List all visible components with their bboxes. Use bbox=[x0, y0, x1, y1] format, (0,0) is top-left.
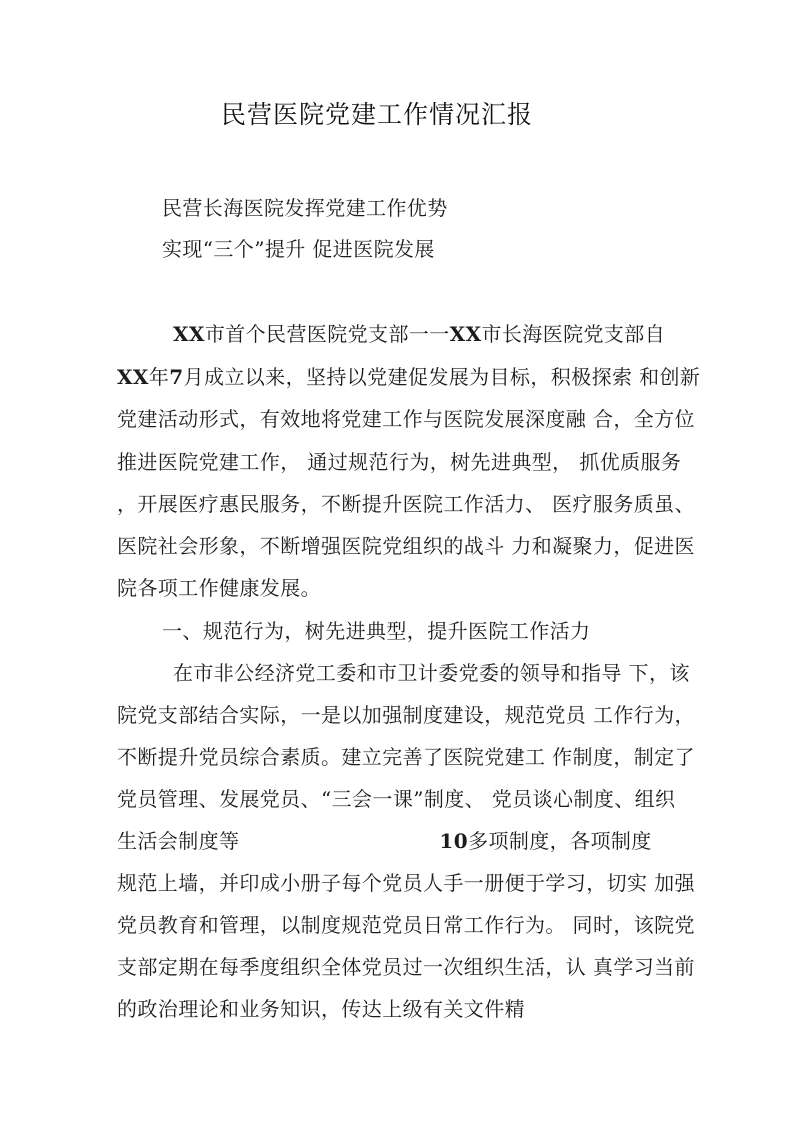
intro-month-number: 7 bbox=[169, 365, 184, 389]
section-1-text: 多项制度，各项制度 bbox=[468, 829, 652, 853]
section-1-line-8: 支部定期在每季度组织全体党员过一次组织生活，认 真学习当前 bbox=[117, 955, 695, 979]
intro-prefix-xx: XX bbox=[173, 322, 205, 346]
intro-line-4: 推进医院党建工作， 通过规范行为，树先进典型， 抓优质服务 bbox=[117, 450, 682, 474]
section-1-line-2: 院党支部结合实际，一是以加强制度建设，规范党员 工作行为， bbox=[117, 703, 695, 727]
intro-xx: XX bbox=[449, 322, 482, 346]
intro-line-1 bbox=[173, 322, 665, 346]
section-1-line-9: 的政治理论和业务知识，传达上级有关文件精 bbox=[117, 997, 525, 1021]
section-1-line-1: 在市非公经济党工委和市卫计委党委的领导和指导 下，该 bbox=[173, 661, 690, 685]
section-1-count: 10 bbox=[439, 829, 469, 853]
section-1-line-7: 党员教育和管理，以制度规范党员日常工作行为。 同时，该院党 bbox=[117, 913, 695, 937]
intro-line-7: 院各项工作健康发展。 bbox=[117, 576, 321, 600]
section-1-line-4: 党员管理、发展党员、“三会一课”制度、 党员谈心制度、组织 bbox=[117, 787, 676, 811]
subtitle-line-2: 实现“三个”提升 促进医院发展 bbox=[162, 237, 435, 261]
intro-line-6: 医院社会形象，不断增强医院党组织的战斗 力和凝聚力，促进医 bbox=[117, 534, 695, 558]
section-1-line-6: 规范上墙，并印成小册子每个党员人手一册便于学习，切实 加强 bbox=[117, 871, 695, 895]
intro-text: 市首个民营医院党支部一一 bbox=[204, 322, 450, 346]
intro-line-5: ，开展医疗惠民服务，不断提升医院工作活力、 医疗服务质虽、 bbox=[117, 492, 695, 516]
intro-text: 年 bbox=[148, 365, 170, 389]
intro-year-xx: XX bbox=[117, 365, 149, 389]
section-1-text: 生活会制度等 bbox=[117, 829, 240, 853]
intro-line-2 bbox=[117, 365, 700, 389]
section-1-line-3: 不断提升党员综合素质。建立完善了医院党建工 作制度，制定了 bbox=[117, 745, 695, 769]
subtitle-line-1: 民营长海医院发挥党建工作优势 bbox=[162, 196, 448, 220]
intro-text: 月成立以来，坚持以党建促发展为目标，积极探索 和创新 bbox=[183, 365, 701, 389]
intro-text: 市长海医院党支部自 bbox=[481, 322, 666, 346]
intro-line-3: 党建活动形式，有效地将党建工作与医院发展深度融 合，全方位 bbox=[117, 407, 695, 431]
section-1-line-5 bbox=[117, 829, 652, 853]
document-title: 民营医院党建工作情况汇报 bbox=[221, 100, 534, 129]
section-1-heading: 一、规范行为，树先进典型，提升医院工作活力 bbox=[162, 619, 591, 643]
